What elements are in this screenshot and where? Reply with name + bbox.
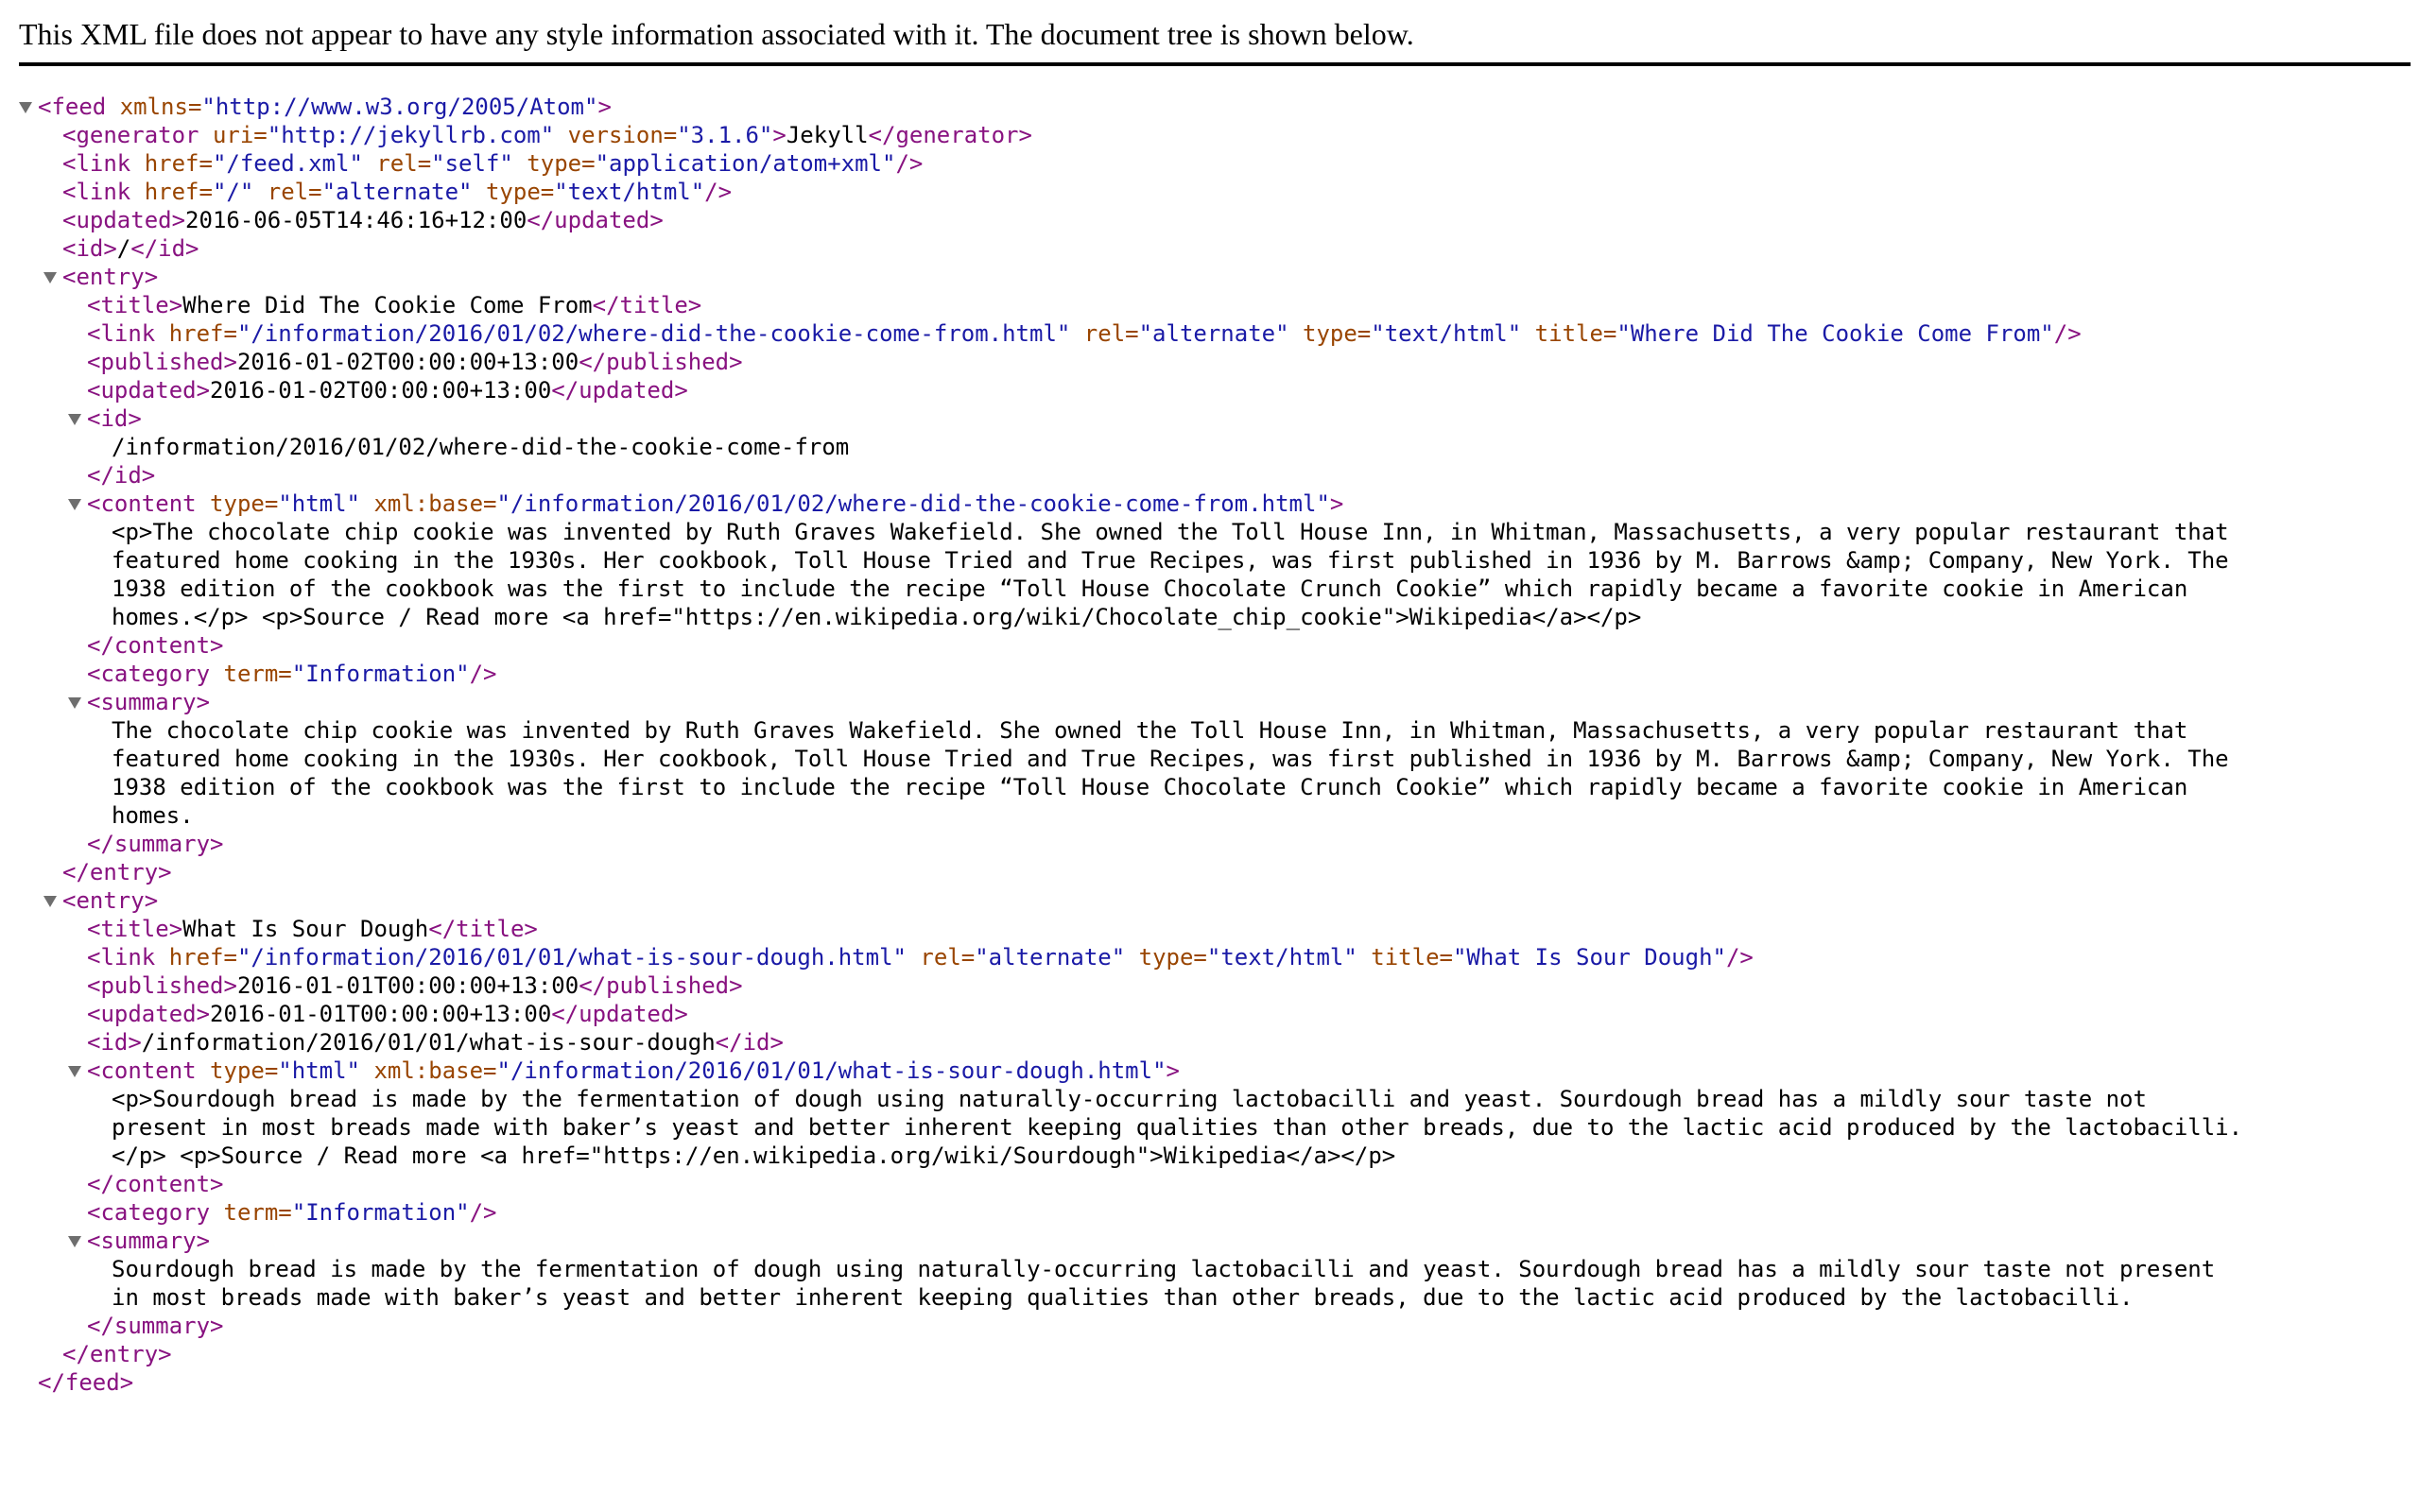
feed-id-line: <id>/</id> <box>62 235 199 262</box>
generator-line: <generator uri="http://jekyllrb.com" version="3.1.6">Jekyll</generator> <box>62 122 1032 148</box>
entry-summary-text-line: The chocolate chip cookie was invented by Ruth Graves Wakefield. She owned the Toll House Inn, in Whitman, Massachusetts, a very popular restaurant that <box>112 717 2188 744</box>
entry-content-text-line: featured home cooking in the 1930s. Her cookbook, Toll House Tried and True Recipes, was first published in 1936 by M. Barrows &amp; Company, New York. The <box>112 547 2229 574</box>
entry-published-line: <published>2016-01-02T00:00:00+13:00</published> <box>87 349 743 375</box>
entry-content-text-line: homes.</p> <p>Source / Read more <a href="https://en.wikipedia.org/wiki/Chocolate_chip_cookie">Wikipedia</a></p> <box>112 604 1642 630</box>
entry-id-text-line: /information/2016/01/02/where-did-the-cookie-come-from <box>112 434 850 460</box>
entry-close-line: </entry> <box>62 1341 172 1367</box>
entry-summary-open-line: <summary> <box>0 1227 2420 1255</box>
entry-summary-text-line: in most breads made with baker’s yeast and better inherent keeping qualities than other breads, due to the lactic acid produced by the lactobacilli. <box>112 1284 2134 1311</box>
triangle-down-icon[interactable] <box>43 896 57 907</box>
triangle-down-icon[interactable] <box>68 499 81 510</box>
entry-close-line: </entry> <box>62 859 172 885</box>
entry-title-line: <title>Where Did The Cookie Come From</title> <box>87 292 702 318</box>
entry-summary-text-line: homes. <box>112 802 194 829</box>
entry-content-text-line: 1938 edition of the cookbook was the first to include the recipe “Toll House Chocolate Crunch Cookie” which rapidly became a favorite cookie in American <box>112 576 2188 602</box>
entry-content-close-line: </content> <box>87 632 224 659</box>
entry-content-open-line: <content type="html" xml:base="/information/2016/01/02/where-did-the-cookie-come-from.html"> <box>0 490 2420 518</box>
entry-category-line: <category term="Information"/> <box>87 1199 497 1226</box>
entry-id-close-line: </id> <box>87 462 156 489</box>
entry-content-text-line: <p>Sourdough bread is made by the fermentation of dough using naturally-occurring lactobacilli and yeast. Sourdough bread has a mildly sour taste not <box>112 1086 2147 1112</box>
triangle-down-icon[interactable] <box>68 1236 81 1247</box>
triangle-down-icon[interactable] <box>43 272 57 284</box>
xml-document-tree <box>0 93 2420 1397</box>
entry-updated-line: <updated>2016-01-01T00:00:00+13:00</updated> <box>87 1001 688 1027</box>
entry-summary-close-line: </summary> <box>87 831 224 857</box>
entry-summary-open-line: <summary> <box>0 688 2420 716</box>
triangle-down-icon[interactable] <box>68 414 81 425</box>
entry-content-text-line: present in most breads made with baker’s yeast and better inherent keeping qualities than other breads, due to the lactic acid produced by the lactobacilli. <box>112 1114 2243 1141</box>
entry-open-line: <entry> <box>0 886 2420 915</box>
entry-summary-text-line: 1938 edition of the cookbook was the first to include the recipe “Toll House Chocolate Crunch Cookie” which rapidly became a favorite cookie in American <box>112 774 2188 800</box>
feed-open-line: <feed xmlns="http://www.w3.org/2005/Atom"> <box>0 93 2420 121</box>
entry-summary-text-line: Sourdough bread is made by the fermentation of dough using naturally-occurring lactobacilli and yeast. Sourdough bread has a mildly sour taste not present <box>112 1256 2216 1282</box>
feed-close-line: </feed> <box>38 1369 134 1396</box>
entry-open-line: <entry> <box>0 263 2420 291</box>
triangle-down-icon[interactable] <box>19 102 32 113</box>
entry-content-text-line: <p>The chocolate chip cookie was invented by Ruth Graves Wakefield. She owned the Toll House Inn, in Whitman, Massachusetts, a very popular restaurant that <box>112 519 2229 545</box>
entry-link-line: <link href="/information/2016/01/01/what-is-sour-dough.html" rel="alternate" type="text/html" title="What Is Sour Dough"/> <box>87 944 1754 971</box>
triangle-down-icon[interactable] <box>68 1066 81 1077</box>
entry-title-line: <title>What Is Sour Dough</title> <box>87 916 538 942</box>
entry-updated-line: <updated>2016-01-02T00:00:00+13:00</updated> <box>87 377 688 404</box>
link-self-line: <link href="/feed.xml" rel="self" type="application/atom+xml"/> <box>62 150 924 177</box>
entry-content-open-line: <content type="html" xml:base="/information/2016/01/01/what-is-sour-dough.html"> <box>0 1057 2420 1085</box>
link-alternate-line: <link href="/" rel="alternate" type="text/html"/> <box>62 179 733 205</box>
entry-id-line: <id>/information/2016/01/01/what-is-sour-dough</id> <box>87 1029 784 1056</box>
entry-link-line: <link href="/information/2016/01/02/where-did-the-cookie-come-from.html" rel="alternate" type="text/html" title="Where Did The Cookie Come From"/> <box>87 320 2082 347</box>
entry-summary-close-line: </summary> <box>87 1313 224 1339</box>
entry-content-text-line: </p> <p>Source / Read more <a href="https://en.wikipedia.org/wiki/Sourdough">Wikipedia</a></p> <box>112 1143 1396 1169</box>
entry-id-open-line: <id> <box>0 404 2420 433</box>
triangle-down-icon[interactable] <box>68 697 81 709</box>
entry-summary-text-line: featured home cooking in the 1930s. Her cookbook, Toll House Tried and True Recipes, was first published in 1936 by M. Barrows &amp; Company, New York. The <box>112 746 2229 772</box>
xml-style-notice: This XML file does not appear to have any style information associated with it. The document tree is shown below. <box>19 13 2411 66</box>
entry-published-line: <published>2016-01-01T00:00:00+13:00</published> <box>87 972 743 999</box>
entry-category-line: <category term="Information"/> <box>87 661 497 687</box>
entry-content-close-line: </content> <box>87 1171 224 1197</box>
feed-updated-line: <updated>2016-06-05T14:46:16+12:00</updated> <box>62 207 664 233</box>
